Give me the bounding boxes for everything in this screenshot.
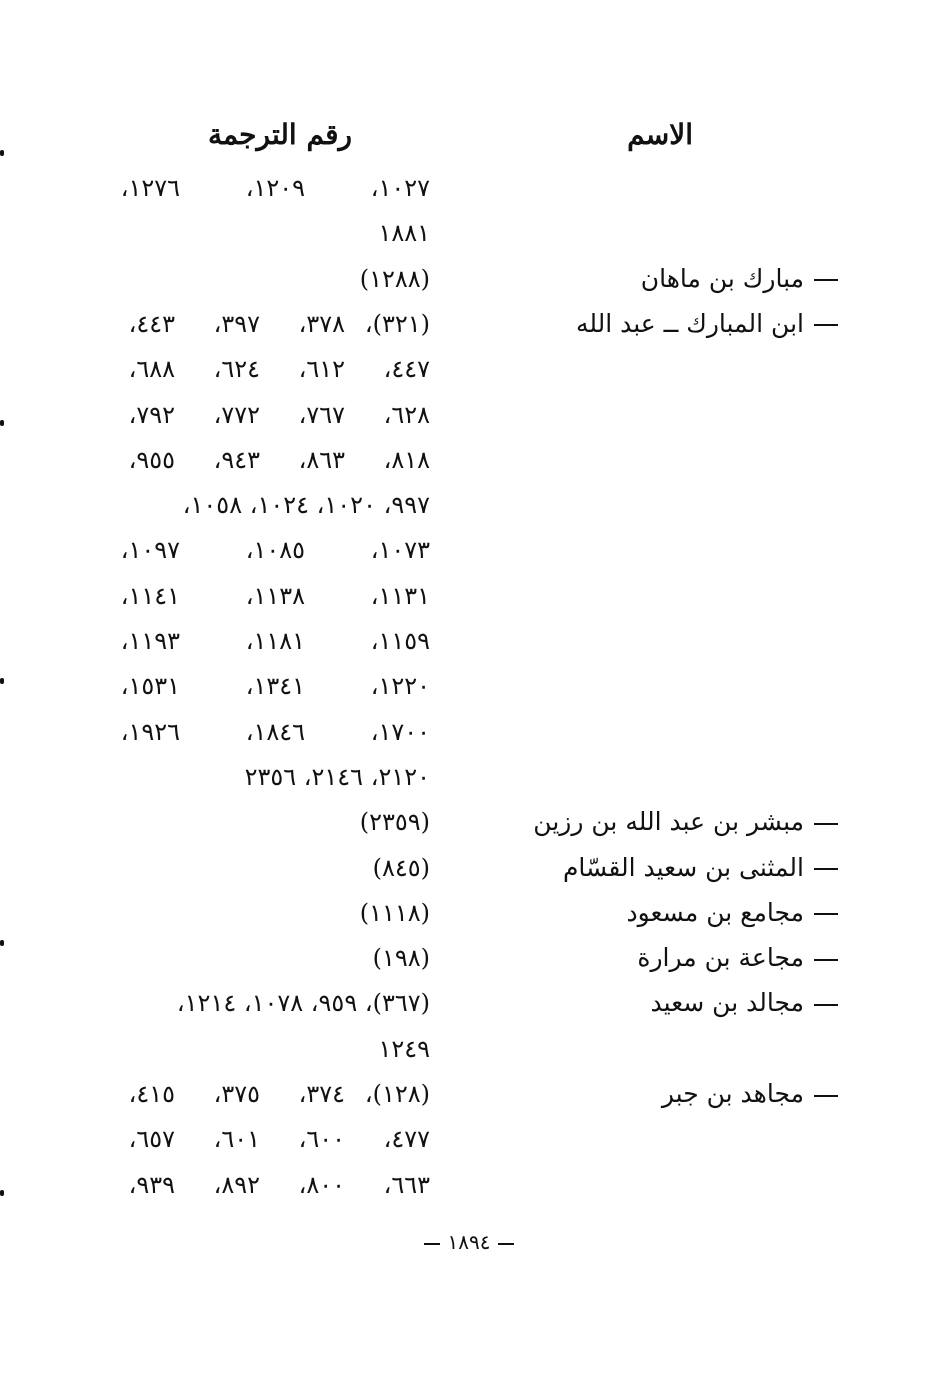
- dash-marker: [814, 279, 838, 281]
- entry-number: ٦٨٨،: [128, 355, 175, 384]
- entry-number: ١٨٨١: [378, 219, 430, 248]
- number-row: [90, 440, 430, 480]
- entry-number: ٧٧٢،: [213, 400, 260, 429]
- entry-number: ١١٣٨،: [245, 581, 305, 610]
- entry-number: ١٠٨٥،: [245, 536, 305, 565]
- entry-number: ٩٤٣،: [213, 445, 260, 474]
- name-text: المثنى بن سعيد القسّام: [562, 852, 804, 882]
- dash-marker: [814, 1095, 838, 1097]
- number-row: [373, 848, 430, 888]
- entry-number: ١٥٣١،: [120, 672, 180, 701]
- number-row: [183, 485, 430, 525]
- name-entry: [662, 1074, 838, 1114]
- number-row: [55, 666, 430, 706]
- name-text: مجالد بن سعيد: [650, 988, 804, 1018]
- number-row: [245, 757, 430, 797]
- name-text: ابن المبارك ــ عبد الله: [575, 308, 804, 338]
- number-row: [360, 259, 430, 299]
- entry-number: (١١١٨): [359, 898, 430, 927]
- entry-number: ٦٠٠،: [298, 1125, 345, 1154]
- entry-number: ٧٩٢،: [128, 400, 175, 429]
- entry-number: ٦٦٣،: [383, 1170, 430, 1199]
- number-row: [90, 395, 430, 435]
- entry-number: ٤٧٧،: [383, 1125, 430, 1154]
- name-text: مجاعة بن مرارة: [637, 943, 804, 973]
- dash-marker: [814, 913, 838, 915]
- entry-number: ١٠٢٧،: [370, 174, 430, 202]
- entry-number: ١٢٤٩: [378, 1034, 430, 1063]
- entry-number: ٦٢٤،: [213, 355, 260, 384]
- entry-number: (١٩٨): [372, 944, 430, 973]
- entry-number: ٣٧٥،: [213, 1080, 260, 1108]
- entry-number: ٣٧٤،: [298, 1080, 345, 1108]
- entry-number: ٨١٨،: [383, 445, 430, 474]
- name-text: مجامع بن مسعود: [626, 897, 804, 927]
- entry-number: ١٠٧٣،: [370, 536, 430, 565]
- name-entry: [533, 802, 838, 842]
- entry-number: ٩٣٩،: [128, 1170, 175, 1199]
- name-entry: [651, 983, 838, 1023]
- number-row: [378, 213, 430, 253]
- entry-number: ١٢٧٦،: [120, 174, 180, 202]
- number-row: [55, 712, 430, 752]
- entry-number: ٢١٢٠، ٢١٤٦، ٢٣٥٦: [244, 762, 430, 791]
- name-text: مجاهد بن جبر: [661, 1079, 804, 1108]
- page-number: ١٨٩٤: [447, 1230, 491, 1254]
- entry-number: (٣٦٧)، ٩٥٩، ١٠٧٨، ١٢١٤،: [176, 989, 430, 1018]
- dash-marker: [814, 823, 838, 825]
- number-row: [90, 1119, 430, 1159]
- name-entry: [563, 848, 838, 888]
- entry-number: ١١٨١،: [245, 627, 305, 655]
- entry-number: ١٩٢٦،: [120, 717, 180, 746]
- name-entry: [641, 259, 838, 299]
- entry-number: ١٣٤١،: [245, 672, 305, 701]
- entry-number: (٣٢١)،: [364, 309, 430, 338]
- entry-number: ٤١٥،: [128, 1080, 175, 1108]
- entry-number: ٦٠١،: [213, 1125, 260, 1154]
- entry-number: ١١٩٣،: [120, 627, 180, 655]
- entry-number: ٤٤٧،: [383, 355, 430, 384]
- number-row: [360, 893, 430, 933]
- entry-number: ١١٥٩،: [370, 627, 430, 655]
- number-row: [90, 349, 430, 389]
- dash-marker: [814, 324, 838, 326]
- number-row: [55, 576, 430, 616]
- dash-marker: [814, 959, 838, 961]
- dash-marker: [814, 868, 838, 870]
- entry-number: ٦٢٨،: [383, 400, 430, 429]
- entry-number: ٩٩٧، ١٠٢٠، ١٠٢٤، ١٠٥٨،: [182, 491, 430, 520]
- entry-number: ١٢٢٠،: [370, 672, 430, 701]
- entry-number: (٨٤٥): [372, 853, 430, 882]
- entry-number: (٢٣٥٩): [359, 808, 430, 837]
- entry-number: ٣٩٧،: [213, 309, 260, 338]
- column-header-name: الاسم: [627, 118, 693, 151]
- number-row: [55, 530, 430, 570]
- name-text: مبشر بن عبد الله بن رزين: [533, 807, 804, 837]
- entry-number: ٦١٢،: [298, 355, 345, 384]
- entry-number: ١٠٩٧،: [120, 536, 180, 565]
- number-row: [378, 1029, 430, 1069]
- name-entry: [626, 893, 838, 933]
- number-row: [55, 168, 430, 208]
- number-row: [90, 1074, 430, 1114]
- dash-marker: [814, 1004, 838, 1006]
- number-row: [177, 983, 430, 1023]
- entry-number: ١٧٠٠،: [370, 717, 430, 746]
- page-footer: [0, 1230, 938, 1254]
- entry-number: (١٢٨)،: [364, 1080, 430, 1108]
- entry-number: ١٨٤٦،: [245, 717, 305, 746]
- entry-number: ٨٠٠،: [298, 1170, 345, 1199]
- column-header-number: رقم الترجمة: [207, 118, 352, 151]
- entry-number: ٨٦٣،: [298, 445, 345, 474]
- entry-number: ٦٥٧،: [128, 1125, 175, 1154]
- number-row: [55, 621, 430, 661]
- entry-number: ٧٦٧،: [298, 400, 345, 429]
- entry-number: ٩٥٥،: [128, 445, 175, 474]
- entry-number: ١١٣١،: [370, 581, 430, 610]
- entry-number: ٣٧٨،: [298, 309, 345, 338]
- name-entry: [637, 938, 838, 978]
- number-row: [90, 1165, 430, 1205]
- number-row: [360, 802, 430, 842]
- number-row: [373, 938, 430, 978]
- entry-number: ١١٤١،: [120, 581, 180, 610]
- entry-number: (١٢٨٨): [359, 264, 430, 293]
- entry-number: ٨٩٢،: [213, 1170, 260, 1199]
- name-entry: [576, 304, 838, 344]
- name-text: مبارك بن ماهان: [640, 263, 804, 293]
- number-row: [90, 304, 430, 344]
- entry-number: ٤٤٣،: [128, 309, 175, 338]
- entry-number: ١٢٠٩،: [245, 174, 305, 202]
